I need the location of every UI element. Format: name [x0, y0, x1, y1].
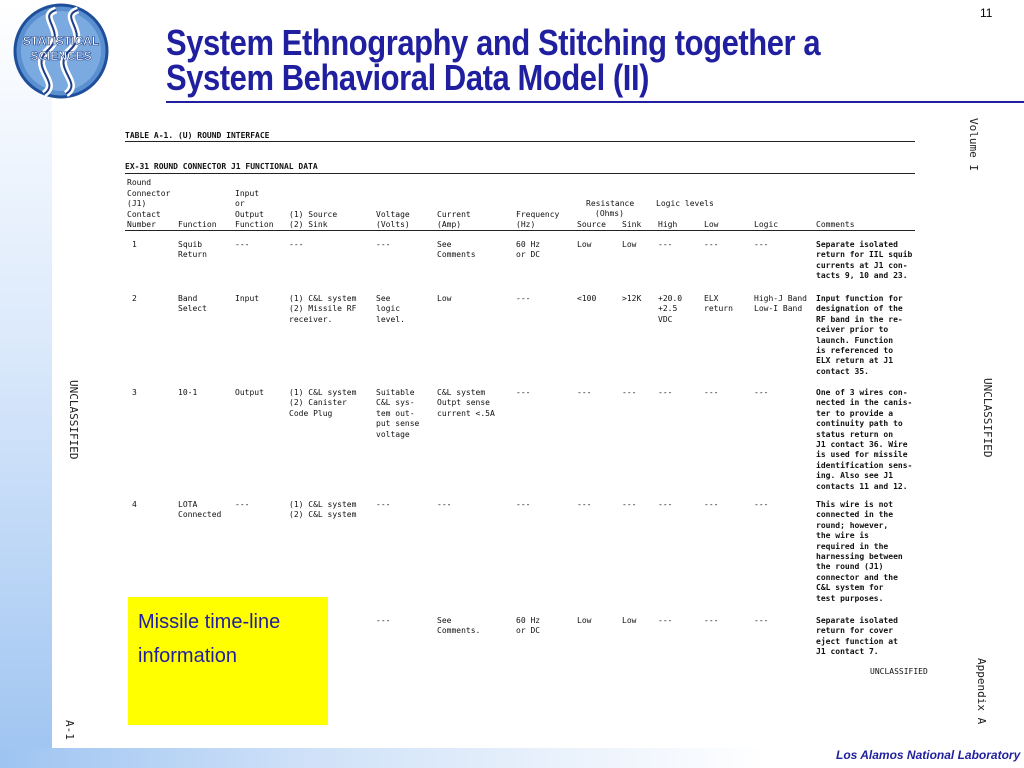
cell-comments: Input function for [816, 294, 903, 303]
header-frequency: (Hz) [516, 220, 536, 229]
cell-freq: --- [516, 388, 531, 397]
header-contact: Round [127, 178, 152, 188]
cell-comments: return for cover [816, 626, 894, 636]
cell-voltage: Suitable [376, 388, 415, 397]
cell-num: 2 [132, 294, 137, 303]
cell-r-source: --- [577, 500, 592, 509]
cell-src: (1) C&L system [289, 388, 357, 397]
cell-high: --- [658, 500, 673, 509]
group-ohms: (Ohms) [595, 209, 624, 218]
header-contact: Connector [127, 188, 171, 198]
cell-comments: C&L system for [816, 583, 884, 593]
cell-high: --- [658, 388, 673, 397]
group-logic: Logic levels [656, 199, 714, 208]
cell-current: --- [437, 500, 452, 509]
cell-comments: round; however, [816, 520, 889, 530]
side-page-label: A-1 [63, 720, 76, 740]
cell-current: Low [437, 294, 452, 303]
cell-voltage: C&L sys- [376, 398, 415, 408]
header-r-sink: Sink [622, 220, 642, 229]
cell-freq: --- [516, 500, 531, 509]
header-contact: Number [127, 220, 156, 229]
header-contact: (J1) [127, 199, 147, 209]
cell-comments: connector and the [816, 572, 898, 582]
title-line-2: System Behavioral Data Model (II) [166, 57, 650, 98]
header-src: (1) Source [289, 209, 338, 219]
cell-comments: is referenced to [816, 346, 894, 355]
cell-low: --- [704, 616, 719, 625]
cell-comments: J1 contact 36. Wire [816, 440, 908, 449]
cell-comments: required in the [816, 541, 889, 551]
header-current: Current [437, 209, 471, 219]
cell-low: --- [704, 500, 719, 509]
header-high: High [658, 220, 678, 229]
cell-voltage: logic [376, 304, 401, 314]
cell-function: Connected [178, 510, 222, 520]
cell-src: (1) C&L system [289, 294, 357, 303]
header-low: Low [704, 220, 719, 229]
cell-comments: nected in the canis- [816, 398, 913, 408]
cell-low: --- [704, 240, 719, 249]
statistical-sciences-logo [6, 2, 116, 100]
cell-comments: This wire is not [816, 500, 894, 509]
cell-comments: Separate isolated [816, 616, 898, 625]
cell-r-source: <100 [577, 294, 597, 303]
cell-high: +20.0 [658, 294, 683, 303]
cell-r-sink: >12K [622, 294, 642, 303]
cell-voltage: voltage [376, 429, 410, 439]
header-function: Function [178, 220, 217, 229]
cell-voltage: --- [376, 240, 391, 249]
cell-current: Comments [437, 250, 476, 260]
cell-comments: contacts 11 and 12. [816, 481, 908, 491]
cell-comments: the wire is [816, 531, 869, 541]
header-logic: Logic [754, 220, 779, 229]
cell-comments: Separate isolated [816, 240, 898, 249]
cell-function: Squib [178, 240, 203, 249]
cell-freq: 60 Hz [516, 616, 541, 625]
cell-function: Return [178, 250, 207, 260]
cell-current: current <.5A [437, 408, 495, 418]
cell-comments: contact 35. [816, 366, 869, 376]
title-underline [166, 101, 1024, 103]
cell-r-source: Low [577, 240, 592, 249]
cell-comments: return for IIL squib [816, 250, 913, 260]
header-current: (Amp) [437, 220, 462, 229]
cell-comments: designation of the [816, 304, 903, 314]
cell-comments: launch. Function [816, 335, 894, 345]
callout-text: Missile time-line information [138, 611, 281, 667]
cell-comments: currents at J1 con- [816, 260, 908, 270]
side-appendix-label: Appendix A [975, 658, 988, 725]
cell-high: VDC [658, 314, 673, 324]
cell-function: Band [178, 294, 198, 303]
cell-src: Code Plug [289, 408, 333, 418]
cell-num: 1 [132, 240, 137, 249]
header-voltage: (Volts) [376, 220, 410, 229]
cell-num: 3 [132, 388, 137, 397]
cell-voltage: --- [376, 616, 391, 625]
cell-high: --- [658, 616, 673, 625]
cell-comments: ter to provide a [816, 408, 894, 418]
header-src: (2) Sink [289, 220, 328, 229]
cell-function: 10-1 [178, 388, 198, 397]
slide-number: 11 [980, 6, 993, 20]
cell-comments: eject function at [816, 636, 898, 646]
cell-io: Input [235, 294, 260, 303]
cell-freq: 60 Hz [516, 240, 541, 249]
cell-logic: Low-I Band [754, 304, 803, 314]
footer-lab-name: Los Alamos National Laboratory [836, 748, 1021, 762]
side-unclassified-left: UNCLASSIFIED [67, 380, 80, 460]
header-io: Input [235, 188, 260, 198]
header-comments: Comments [816, 220, 855, 229]
cell-low: ELX [704, 294, 719, 303]
cell-current: Comments. [437, 626, 481, 636]
cell-low: --- [704, 388, 719, 397]
header-io: or [235, 199, 245, 209]
table-label: TABLE A-1. (U) ROUND INTERFACE [125, 131, 270, 140]
table-subtitle: EX-31 ROUND CONNECTOR J1 FUNCTIONAL DATA [125, 162, 318, 171]
cell-src: (2) Canister [289, 398, 347, 408]
cell-r-sink: Low [622, 616, 637, 625]
cell-freq: or DC [516, 250, 541, 260]
cell-current: Outpt sense [437, 398, 490, 408]
cell-comments: identification sens- [816, 460, 913, 470]
callout-box [128, 597, 328, 725]
header-frequency: Frequency [516, 209, 560, 219]
cell-freq: --- [516, 294, 531, 303]
group-resistance: Resistance [586, 199, 635, 208]
cell-src: (2) Missile RF [289, 304, 357, 314]
cell-io: --- [235, 500, 250, 509]
side-volume-label: Volume I [967, 118, 980, 171]
cell-num: 4 [132, 500, 137, 509]
header-io: Function [235, 220, 274, 229]
side-unclassified-right: UNCLASSIFIED [981, 378, 994, 458]
cell-comments: RF band in the re- [816, 314, 903, 324]
cell-voltage: --- [376, 500, 391, 509]
svg-text:STATISTICAL: STATISTICAL [22, 34, 100, 48]
cell-logic: --- [754, 240, 769, 249]
cell-comments: J1 contact 7. [816, 647, 879, 657]
cell-comments: the round (J1) [816, 562, 884, 572]
cell-high: --- [658, 240, 673, 249]
cell-src: --- [289, 240, 304, 249]
title-line-1: System Ethnography and Stitching together a [166, 22, 821, 63]
cell-comments: ELX return at J1 [816, 356, 894, 366]
cell-comments: continuity path to [816, 419, 903, 429]
header-io: Output [235, 209, 264, 219]
rule-subtitle [125, 173, 915, 174]
cell-r-sink: --- [622, 500, 637, 509]
cell-comments: harnessing between [816, 552, 903, 561]
slide-title [166, 22, 821, 98]
header-r-source: Source [577, 220, 606, 229]
cell-freq: or DC [516, 626, 541, 636]
cell-high: +2.5 [658, 304, 678, 314]
rule-header [125, 230, 915, 231]
cell-current: See [437, 616, 452, 625]
cell-comments: status return on [816, 429, 894, 439]
cell-io: --- [235, 240, 250, 249]
cell-logic: --- [754, 500, 769, 509]
cell-comments: ceiver prior to [816, 325, 889, 335]
cell-low: return [704, 304, 733, 314]
cell-voltage: See [376, 294, 391, 303]
cell-r-source: --- [577, 388, 592, 397]
cell-voltage: tem out- [376, 408, 415, 418]
cell-current: See [437, 240, 452, 249]
cell-comments: connected in the [816, 510, 894, 520]
cell-current: C&L system [437, 388, 486, 397]
cell-r-sink: Low [622, 240, 637, 249]
cell-comments: is used for missile [816, 450, 908, 460]
cell-comments: test purposes. [816, 593, 884, 603]
cell-logic: --- [754, 616, 769, 625]
cell-comments: tacts 9, 10 and 23. [816, 271, 908, 281]
cell-src: (1) C&L system [289, 500, 357, 509]
cell-r-source: Low [577, 616, 592, 625]
cell-logic: --- [754, 388, 769, 397]
cell-function: Select [178, 304, 207, 314]
cell-voltage: put sense [376, 419, 420, 429]
cell-src: (2) C&L system [289, 510, 357, 520]
cell-function: LOTA [178, 500, 198, 509]
header-voltage: Voltage [376, 209, 410, 219]
cell-r-sink: --- [622, 388, 637, 397]
cell-src: receiver. [289, 314, 333, 324]
bottom-unclassified: UNCLASSIFIED [870, 667, 928, 676]
svg-text:SCIENCES: SCIENCES [30, 49, 92, 63]
rule-top [125, 141, 915, 142]
cell-comments: ing. Also see J1 [816, 471, 894, 481]
header-contact: Contact [127, 209, 161, 219]
left-gradient-band [0, 0, 52, 768]
cell-io: Output [235, 388, 264, 397]
cell-logic: High-J Band [754, 294, 807, 303]
cell-comments: One of 3 wires con- [816, 388, 908, 397]
cell-voltage: level. [376, 314, 405, 324]
